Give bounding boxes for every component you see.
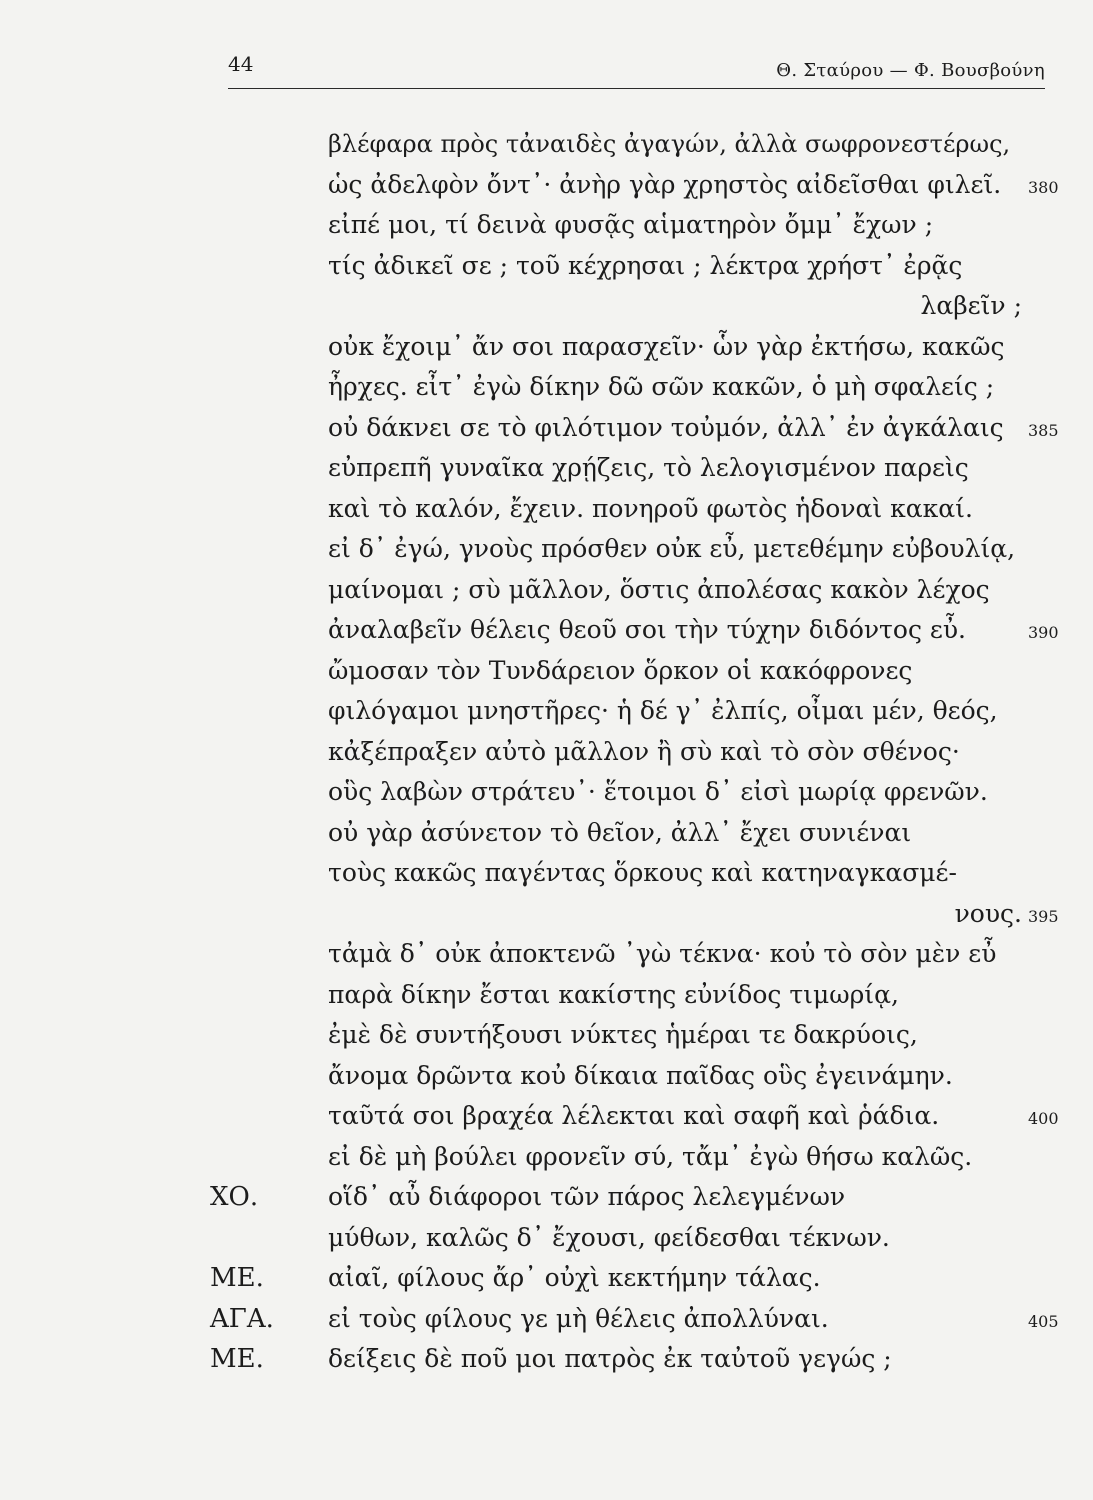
verse-text-line: οὐκ ἔχοιμ᾽ ἄν σοι παρασχεῖν· ὧν γὰρ ἐκτήσω, κακῶς <box>328 331 1005 361</box>
verse-text-line: εἰπέ μοι, τί δεινὰ φυσᾷς αἱματηρὸν ὄμμ᾽ ἔχων ; <box>328 210 934 239</box>
verse-line <box>0 1015 1093 1055</box>
verse-line <box>0 124 1093 164</box>
verse-text-line: μαίνομαι ; σὺ μᾶλλον, ὅστις ἀπολέσας κακὸν λέχος <box>328 574 990 604</box>
verse-line <box>0 286 1093 326</box>
verse-text-line: ἦρχες. εἶτ᾽ ἐγὼ δίκην δῶ σῶν κακῶν, ὁ μὴ σφαλείς ; <box>328 372 995 401</box>
verse-line <box>0 1177 1093 1217</box>
verse-text-line: εἰ τοὺς φίλους γε μὴ θέλεις ἀπολλύναι. <box>328 1303 829 1333</box>
verse-text-line: τἀμὰ δ᾽ οὐκ ἀποκτενῶ ᾽γὼ τέκνα· κοὐ τὸ σὸν μὲν εὖ <box>328 939 997 968</box>
verse-text-line: νους. <box>954 898 1022 928</box>
verse-text-line: ἄνομα δρῶντα κοὐ δίκαια παῖδας οὓς ἐγεινάμην. <box>328 1060 953 1090</box>
verse-line <box>0 529 1093 569</box>
speaker-label: ΜΕ. <box>210 1344 264 1374</box>
verse-line <box>0 1339 1093 1379</box>
verse-line <box>0 610 1093 650</box>
verse-text-line: δείξεις δὲ ποῦ μοι πατρὸς ἐκ ταὐτοῦ γεγώς ; <box>328 1344 892 1373</box>
verse-line <box>0 205 1093 245</box>
verse-line <box>0 408 1093 448</box>
line-number: 400 <box>1028 1109 1059 1128</box>
verse-text-line: βλέφαρα πρὸς τἀναιδὲς ἀγαγών, ἀλλὰ σωφρονεστέρως, <box>328 130 1011 158</box>
verse-text-line: αἰαῖ, φίλους ἄρ᾽ οὐχὶ κεκτήμην τάλας. <box>328 1263 821 1292</box>
line-number: 380 <box>1028 177 1059 197</box>
verse-text-line: ὡς ἀδελφὸν ὄντ᾽· ἀνὴρ γὰρ χρηστὸς αἰδεῖσθαι φιλεῖ. <box>328 169 1002 199</box>
line-number: 385 <box>1028 420 1059 440</box>
verse-text-line: οὐ δάκνει σε τὸ φιλότιμον τοὐμόν, ἀλλ᾽ ἐν ἀγκάλαις <box>328 412 1004 442</box>
verse-line <box>0 934 1093 974</box>
verse-line <box>0 246 1093 286</box>
line-number: 390 <box>1028 623 1059 642</box>
verse-text-line: εἰ δὲ μὴ βούλει φρονεῖν σύ, τἄμ᾽ ἐγὼ θήσω καλῶς. <box>328 1141 973 1171</box>
verse-line <box>0 489 1093 529</box>
verse-text-line: μύθων, καλῶς δ᾽ ἔχουσι, φείδεσθαι τέκνων. <box>328 1222 890 1252</box>
verse-text-line: ὤμοσαν τὸν Τυνδάρειον ὅρκον οἱ κακόφρονες <box>328 655 913 685</box>
verse-line <box>0 327 1093 367</box>
verse-text-line: ἐμὲ δὲ συντήξουσι νύκτες ἡμέραι τε δακρύοις, <box>328 1020 918 1049</box>
verse-line <box>0 165 1093 205</box>
verse-text-line: οἵδ᾽ αὖ διάφοροι τῶν πάρος λελεγμένων <box>328 1182 846 1211</box>
verse-text-line: ἀναλαβεῖν θέλεις θεοῦ σοι τὴν τύχην διδόντος εὖ. <box>328 615 966 644</box>
verse-text-line: καὶ τὸ καλόν, ἔχειν. πονηροῦ φωτὸς ἡδοναὶ κακαί. <box>328 493 973 523</box>
speaker-label: ΜΕ. <box>210 1263 264 1293</box>
page-header <box>228 48 1045 89</box>
verse-text-line: κἀξέπραξεν αὐτὸ μᾶλλον ἢ σὺ καὶ τὸ σὸν σθένος· <box>328 736 960 766</box>
line-number: 405 <box>1028 1311 1059 1331</box>
page-number: 44 <box>228 52 254 76</box>
verse-line <box>0 813 1093 853</box>
verse-line <box>0 691 1093 731</box>
verse-text-line: λαβεῖν ; <box>920 291 1022 320</box>
verse-line <box>0 570 1093 610</box>
verse-line <box>0 772 1093 812</box>
verse-text-line: παρὰ δίκην ἔσται κακίστης εὐνίδος τιμωρίᾳ, <box>328 979 899 1009</box>
verse-text-line: οὓς λαβὼν στράτευ᾽· ἕτοιμοι δ᾽ εἰσὶ μωρίᾳ φρενῶν. <box>328 777 988 806</box>
verse-line <box>0 651 1093 691</box>
verse-text-line: τίς ἀδικεῖ σε ; τοῦ κέχρησαι ; λέκτρα χρήστ᾽ ἐρᾷς <box>328 250 963 280</box>
speaker-label: ΧΟ. <box>210 1182 259 1212</box>
verse-text-line: τοὺς κακῶς παγέντας ὅρκους καὶ κατηναγκασμέ- <box>328 858 957 887</box>
verse-line <box>0 367 1093 407</box>
verse-text-line: οὐ γὰρ ἀσύνετον τὸ θεῖον, ἀλλ᾽ ἔχει συνιέναι <box>328 817 912 847</box>
verse-line <box>0 1096 1093 1136</box>
verse-line <box>0 732 1093 772</box>
verse-line <box>0 853 1093 893</box>
verse-text-line: ταῦτά σοι βραχέα λέλεκται καὶ σαφῆ καὶ ῥάδια. <box>328 1101 940 1130</box>
verse-line <box>0 975 1093 1015</box>
line-number: 395 <box>1028 906 1059 926</box>
verse-line <box>0 1299 1093 1339</box>
verse-text-line: φιλόγαμοι μνηστῆρες· ἡ δέ γ᾽ ἐλπίς, οἶμαι μέν, θεός, <box>328 696 998 725</box>
verse-line <box>0 448 1093 488</box>
verse-text-line: εὐπρεπῆ γυναῖκα χρῄζεις, τὸ λελογισμένον παρεὶς <box>328 453 969 482</box>
speaker-label: ΑΓΑ. <box>210 1303 274 1334</box>
verse-line <box>0 1218 1093 1258</box>
verse-line <box>0 1258 1093 1298</box>
verse-text-line: εἰ δ᾽ ἐγώ, γνοὺς πρόσθεν οὐκ εὖ, μετεθέμην εὐβουλίᾳ, <box>328 534 1016 563</box>
verse-line <box>0 1056 1093 1096</box>
running-head: Θ. Σταύρου — Φ. Βουσβούνη <box>776 60 1045 81</box>
verse-line <box>0 894 1093 934</box>
verse-line <box>0 1137 1093 1177</box>
